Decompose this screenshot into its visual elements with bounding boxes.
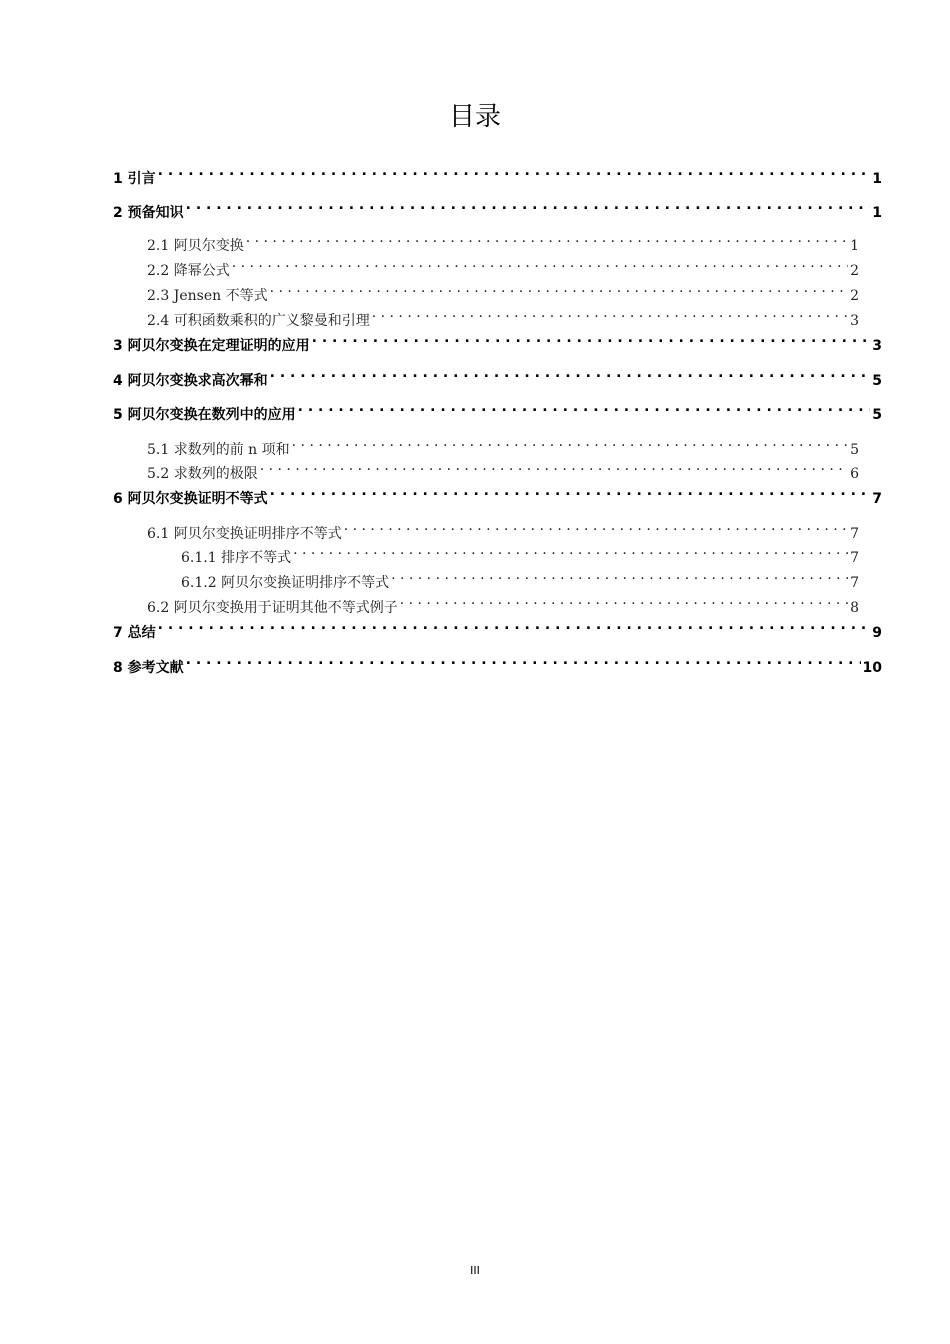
toc-entry-page: 8 (850, 600, 859, 616)
page-title: 目录 (448, 102, 501, 132)
toc-leader-dots (158, 159, 871, 183)
toc-leader-dots (312, 326, 871, 350)
toc-entry[interactable] (113, 479, 882, 507)
toc-entry-page: 5 (872, 407, 882, 423)
toc-entry-page: 10 (862, 660, 882, 676)
toc-entry[interactable] (147, 514, 859, 542)
toc-entry-label: 6.1.2 阿贝尔变换证明排序不等式 (181, 575, 390, 591)
toc-entry-page: 6 (850, 466, 859, 482)
toc-entry-page: 3 (850, 313, 859, 329)
toc-entry[interactable] (147, 430, 859, 458)
toc-entry-page: 9 (872, 625, 882, 641)
toc-entry-label: 5 阿贝尔变换在数列中的应用 (113, 407, 296, 423)
toc-leader-dots (186, 193, 871, 217)
toc-entry[interactable] (113, 648, 882, 676)
page-number: III (470, 1264, 480, 1277)
toc-leader-dots (298, 395, 871, 419)
toc-entry[interactable] (147, 301, 859, 329)
toc-entry[interactable] (147, 251, 859, 279)
toc-entry-label: 5.2 求数列的极限 (147, 466, 258, 482)
toc-entry-label: 2 预备知识 (113, 205, 184, 221)
toc-leader-dots (270, 361, 871, 385)
toc-entry-page: 2 (850, 263, 859, 279)
toc-entry[interactable] (181, 563, 859, 591)
toc-leader-dots (344, 514, 848, 538)
toc-leader-dots (246, 226, 848, 250)
toc-entry-label: 2.3 Jensen 不等式 (147, 288, 268, 304)
toc-entry-page: 2 (850, 288, 859, 304)
toc-entry-page: 7 (850, 526, 859, 542)
toc-entry-label: 6.2 阿贝尔变换用于证明其他不等式例子 (147, 600, 398, 616)
toc-entry[interactable] (113, 613, 882, 641)
toc-leader-dots (391, 563, 848, 587)
toc-entry-page: 1 (872, 171, 882, 187)
toc-entry[interactable] (147, 226, 859, 254)
toc-entry-page: 5 (872, 373, 882, 389)
toc-entry-label: 6.1.1 排序不等式 (181, 550, 292, 566)
toc-leader-dots (158, 613, 871, 637)
toc-leader-dots (270, 479, 871, 503)
toc-leader-dots (270, 276, 849, 300)
toc-leader-dots (372, 301, 848, 325)
toc-entry-label: 7 总结 (113, 625, 156, 641)
toc-entry-label: 6.1 阿贝尔变换证明排序不等式 (147, 526, 342, 542)
toc-entry[interactable] (147, 588, 859, 616)
toc-entry[interactable] (113, 395, 882, 423)
toc-entry-label: 5.1 求数列的前 n 项和 (147, 442, 290, 458)
toc-entry-label: 2.4 可积函数乘积的广义黎曼和引理 (147, 313, 370, 329)
toc-entry[interactable] (113, 193, 882, 221)
toc-entry-page: 7 (850, 575, 859, 591)
toc-entry[interactable] (113, 326, 882, 354)
toc-entry-label: 3 阿贝尔变换在定理证明的应用 (113, 338, 310, 354)
toc-entry-label: 1 引言 (113, 171, 156, 187)
toc-leader-dots (400, 588, 848, 612)
toc-entry-page: 1 (850, 238, 859, 254)
toc-entry-page: 3 (872, 338, 882, 354)
toc-entry-page: 5 (850, 442, 859, 458)
toc-entry-label: 2.2 降幂公式 (147, 263, 230, 279)
toc-entry-label: 6 阿贝尔变换证明不等式 (113, 491, 268, 507)
toc-entry-page: 1 (872, 205, 882, 221)
toc-leader-dots (292, 430, 848, 454)
toc-leader-dots (293, 538, 848, 562)
toc-entry-label: 8 参考文献 (113, 660, 184, 676)
toc-leader-dots (260, 454, 848, 478)
toc-entry[interactable] (147, 276, 859, 304)
toc-entry-label: 4 阿贝尔变换求高次幂和 (113, 373, 268, 389)
toc-entry[interactable] (113, 361, 882, 389)
toc-entry-page: 7 (872, 491, 882, 507)
toc-entry-page: 7 (850, 550, 859, 566)
toc-leader-dots (186, 648, 861, 672)
toc-entry[interactable] (147, 454, 859, 482)
toc-entry[interactable] (181, 538, 859, 566)
toc-entry-label: 2.1 阿贝尔变换 (147, 238, 244, 254)
toc-leader-dots (232, 251, 848, 275)
toc-entry[interactable] (113, 159, 882, 187)
